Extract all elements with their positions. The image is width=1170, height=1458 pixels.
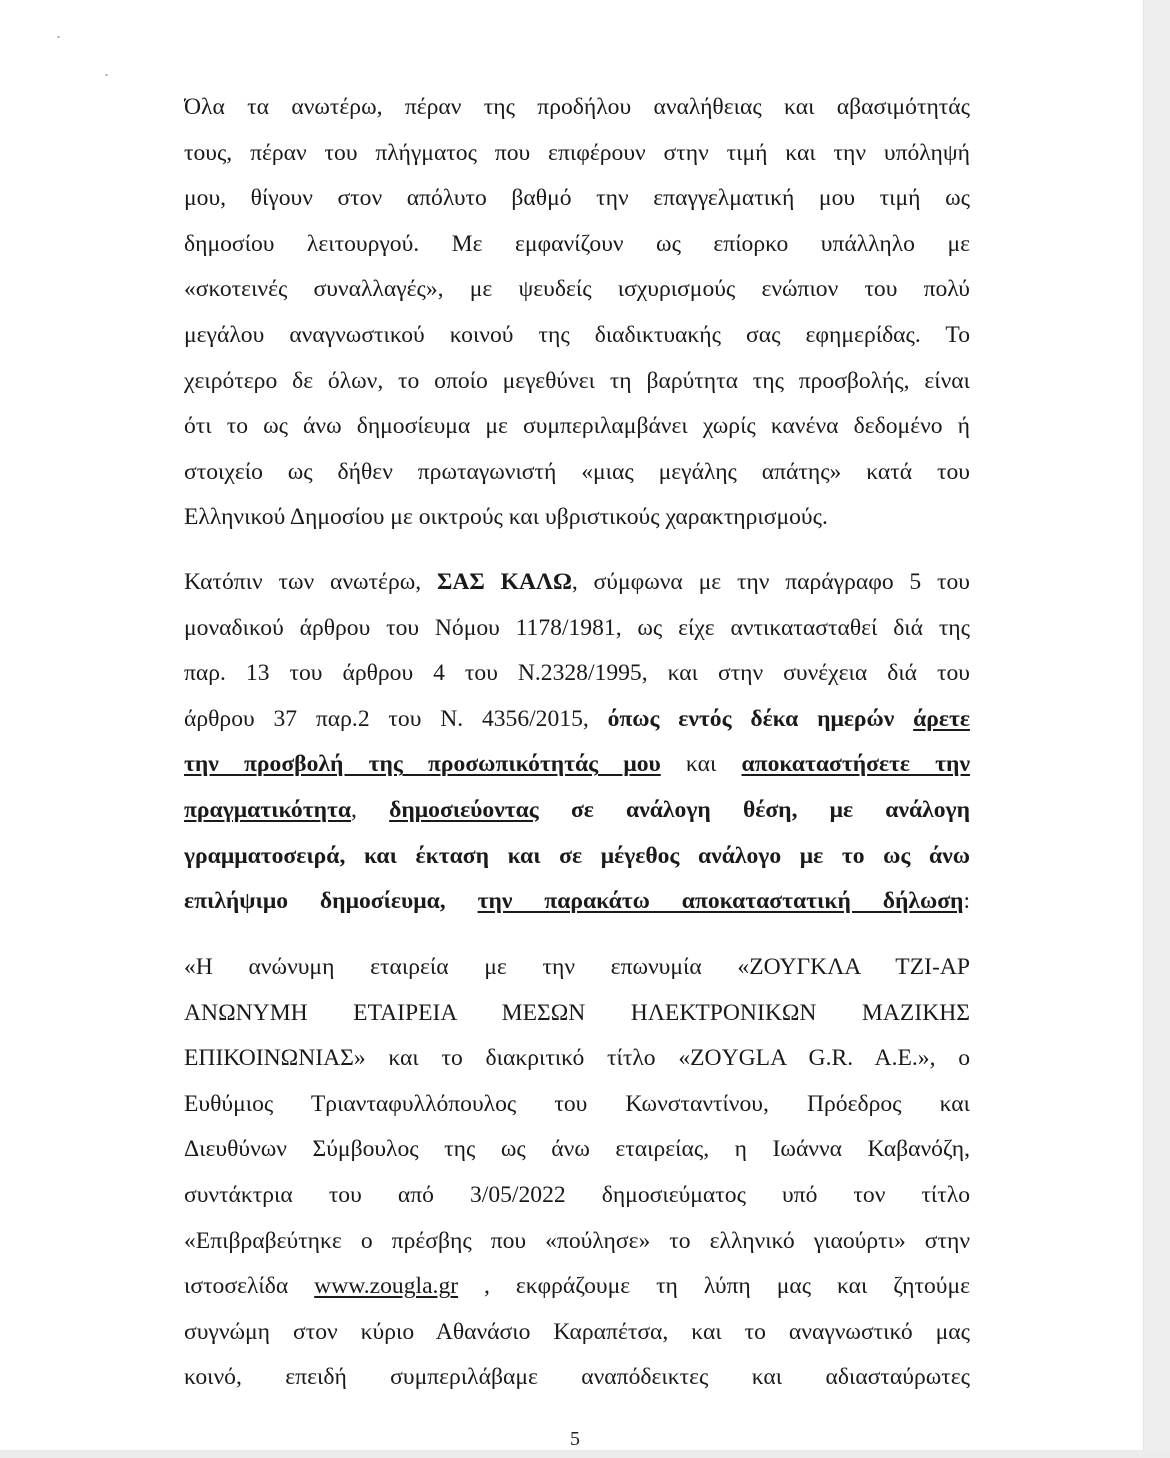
text-run: μου, θίγουν στον απόλυτο βαθμό την επαγγελματική μου τιμή ως [184,185,970,212]
page-number: 5 [570,1428,580,1450]
text-line [184,950,970,984]
text-run: μεγάλου αναγνωστικού κοινού της διαδικτυακής σας εφημερίδας. Το [184,322,970,348]
text-line [184,793,970,827]
emphasized-text: γραμματοσειρά, και έκταση και σε μέγεθος ανάλογο με το ως άνω [184,842,970,869]
text-run: συντάκτρια του από 3/05/2022 δημοσιεύματος υπό τον τίτλο [184,1182,970,1208]
text-line [184,1087,970,1121]
scan-speck [105,74,108,76]
text-run: , εκφράζουμε τη λύπη μας και ζητούμε [458,1273,970,1300]
text-line [184,500,970,534]
text-run: Όλα τα ανωτέρω, πέραν της προδήλου αναλήθειας και αβασιμότητάς [184,94,970,120]
emphasized-text: την παρακάτω αποκαταστατική δήλωση [477,888,964,915]
text-run: Ευθύμιος Τριανταφυλλόπουλος του Κωνσταντίνου, Πρόεδρος και [184,1090,970,1117]
emphasized-text: δημοσιεύοντας [389,797,539,823]
emphasized-text: ΣΑΣ ΚΑΛΩ [436,569,572,595]
text-run: «Επιβραβεύτηκε ο πρέσβης που «πούλησε» το ελληνικό γιαούρτι» στην [184,1227,970,1254]
text-run: ΑΝΩΝΥΜΗ ΕΤΑΙΡΕΙΑ ΜΕΣΩΝ ΗΛΕΚΤΡΟΝΙΚΩΝ ΜΑΖΙΚΗΣ [184,999,970,1026]
text-line [184,702,970,736]
text-run: και [660,751,742,778]
text-run: «σκοτεινές συναλλαγές», με ψευδείς ισχυρισμούς ενώπιον του πολύ [184,276,970,303]
text-line [184,1178,970,1212]
text-line [184,136,970,170]
text-line [184,611,970,645]
emphasized-text: σε ανάλογη θέση, με ανάλογη [538,797,970,823]
text-line [184,1132,970,1166]
text-line [184,409,970,443]
text-line [184,656,970,690]
emphasized-text: αποκαταστήσετε την [741,751,970,778]
text-line [184,1269,970,1303]
text-run: στοιχείο ως δήθεν πρωταγωνιστή «μιας μεγάλης απάτης» κατά του [184,458,970,485]
text-line [184,1224,970,1258]
text-run: άρθρου 37 παρ.2 του Ν. 4356/2015, [184,705,608,732]
emphasized-text: πραγματικότητα [184,797,352,823]
text-line [184,1360,970,1394]
text-run: , [351,797,390,823]
text-line [184,364,970,398]
website-link[interactable]: www.zougla.gr [314,1273,459,1300]
page-edge-right [1143,0,1170,1458]
text-run: τους, πέραν του πλήγματος που επιφέρουν στην τιμή και την υπόληψή [184,139,970,166]
text-run: μοναδικού άρθρου του Νόμου 1178/1981, ως είχε αντικατασταθεί διά της [184,614,970,641]
text-run: : [963,888,970,915]
emphasized-text: όπως εντός δέκα ημερών [607,705,914,732]
emphasized-text: επιλήψιμο δημοσίευμα, [184,888,478,915]
text-line [184,1315,970,1349]
text-line [184,272,970,306]
text-line [184,1041,970,1075]
text-run: , σύμφωνα με την παράγραφο 5 του [571,569,970,595]
emphasized-text: άρετε [913,705,970,732]
text-run: παρ. 13 του άρθρου 4 του Ν.2328/1995, και στην συνέχεια διά του [184,660,970,687]
text-run: Ελληνικού Δημοσίου με οικτρούς και υβριστικούς χαρακτηρισμούς. [184,504,828,531]
text-run: χειρότερο δε όλων, το οποίο μεγεθύνει τη βαρύτητα της προσβολής, είναι [184,367,970,394]
text-run: κοινό, επειδή συμπεριλάβαμε αναπόδεικτες και αδιασταύρωτες [184,1364,970,1391]
text-line [184,996,970,1030]
text-run: δημοσίου λειτουργού. Με εμφανίζουν ως επίορκο υπάλληλο με [184,230,970,257]
emphasized-text: την προσβολή της προσωπικότητάς μου [184,751,661,778]
text-line [184,839,970,873]
text-line [184,565,970,599]
text-run: Κατόπιν των ανωτέρω, [184,569,437,595]
text-run: Διευθύνων Σύμβουλος της ως άνω εταιρείας, η Ιωάννα Καβανόζη, [184,1136,970,1163]
text-line [184,227,970,261]
text-line [184,455,970,489]
text-run: ιστοσελίδα [184,1273,315,1300]
text-line [184,318,970,352]
text-run: ότι το ως άνω δημοσίευμα με συμπεριλαμβάνει χωρίς κανένα δεδομένο ή [184,413,970,440]
page-edge-bottom [0,1450,1170,1458]
text-line [184,90,970,124]
scan-speck [57,36,60,38]
text-run: «Η ανώνυμη εταιρεία με την επωνυμία «ΖΟΥΓΚΛΑ ΤΖΙ-ΑΡ [184,954,970,980]
text-run: ΕΠΙΚΟΙΝΩΝΙΑΣ» και το διακριτικό τίτλο «ZOYGLA G.R. A.E.», ο [184,1045,970,1072]
text-line [184,747,970,781]
text-line [184,181,970,215]
text-line [184,884,970,918]
text-run: συγνώμη στον κύριο Αθανάσιο Καραπέτσα, και το αναγνωστικό μας [184,1318,970,1345]
